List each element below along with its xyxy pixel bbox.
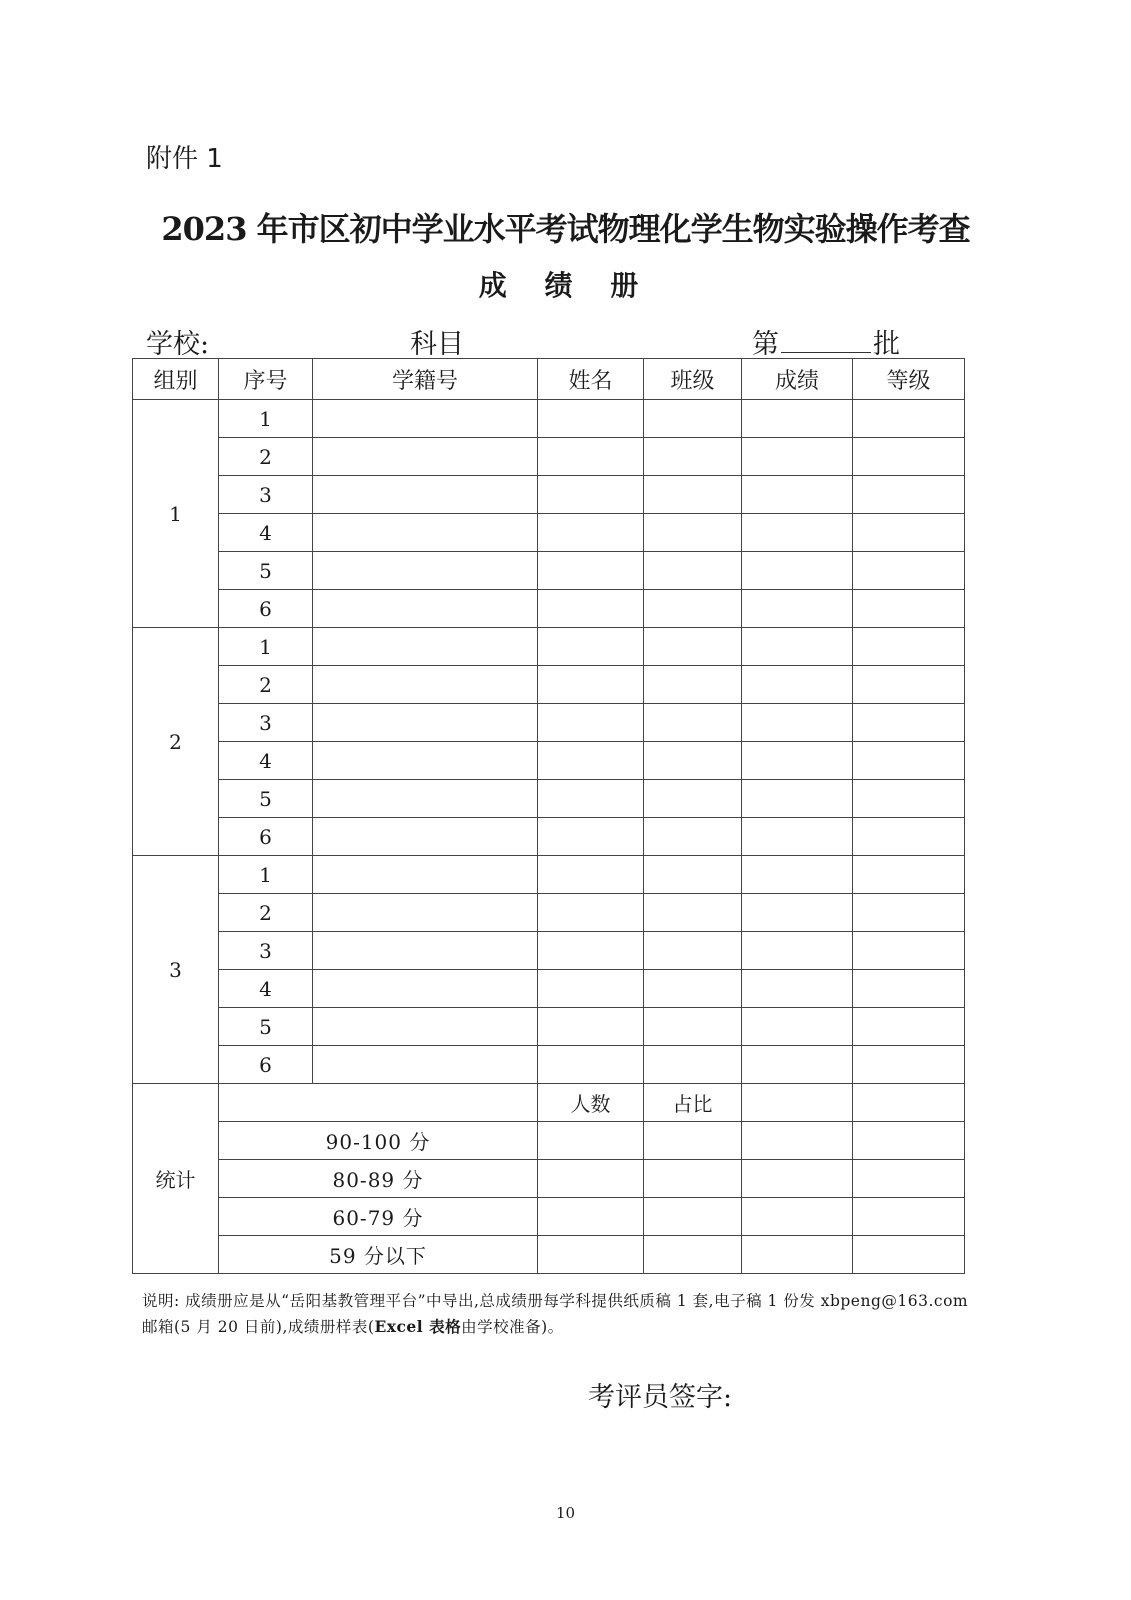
- name-cell[interactable]: [538, 628, 644, 666]
- stats-count-cell[interactable]: [538, 1236, 644, 1274]
- stats-cell: [853, 1236, 965, 1274]
- seq-cell: 1: [219, 628, 313, 666]
- table-row: [133, 742, 965, 780]
- page-number: 10: [555, 1504, 576, 1522]
- seq-cell: 6: [219, 818, 313, 856]
- score-cell[interactable]: [742, 742, 853, 780]
- stats-row: [133, 1236, 965, 1274]
- seq-cell: 4: [219, 514, 313, 552]
- class-cell[interactable]: [644, 894, 742, 932]
- name-cell[interactable]: [538, 438, 644, 476]
- class-cell[interactable]: [644, 970, 742, 1008]
- name-cell[interactable]: [538, 1046, 644, 1084]
- score-cell[interactable]: [742, 704, 853, 742]
- table-header-row: [133, 359, 965, 400]
- class-cell[interactable]: [644, 1008, 742, 1046]
- table-row: [133, 666, 965, 704]
- student-id-cell[interactable]: [313, 666, 538, 704]
- batch-prefix: 第: [752, 329, 779, 360]
- stats-count-cell[interactable]: [538, 1122, 644, 1160]
- table-row: [133, 552, 965, 590]
- class-cell[interactable]: [644, 742, 742, 780]
- score-cell[interactable]: [742, 628, 853, 666]
- level-cell[interactable]: [853, 552, 965, 590]
- name-cell[interactable]: [538, 1008, 644, 1046]
- name-cell[interactable]: [538, 894, 644, 932]
- seq-cell: 3: [219, 704, 313, 742]
- stats-range-label: 60-79 分: [219, 1198, 538, 1236]
- column-header-score: 成绩: [742, 359, 853, 400]
- level-cell[interactable]: [853, 704, 965, 742]
- seq-cell: 2: [219, 894, 313, 932]
- column-header-level: 等级: [853, 359, 965, 400]
- class-cell[interactable]: [644, 666, 742, 704]
- column-header-name: 姓名: [538, 359, 644, 400]
- stats-section: [133, 1084, 965, 1274]
- examiner-signature-label: 考评员签字:: [588, 1382, 733, 1413]
- class-cell[interactable]: [644, 1046, 742, 1084]
- note-text-2: 由学校准备)。: [461, 1318, 564, 1336]
- class-cell[interactable]: [644, 704, 742, 742]
- score-cell[interactable]: [742, 590, 853, 628]
- name-cell[interactable]: [538, 552, 644, 590]
- level-cell[interactable]: [853, 856, 965, 894]
- name-cell[interactable]: [538, 932, 644, 970]
- table-row: [133, 438, 965, 476]
- name-cell[interactable]: [538, 818, 644, 856]
- name-cell[interactable]: [538, 704, 644, 742]
- class-cell[interactable]: [644, 590, 742, 628]
- student-id-cell[interactable]: [313, 590, 538, 628]
- seq-cell: 2: [219, 666, 313, 704]
- level-cell[interactable]: [853, 666, 965, 704]
- level-cell[interactable]: [853, 476, 965, 514]
- batch-suffix: 批: [873, 329, 900, 360]
- level-cell[interactable]: [853, 818, 965, 856]
- stats-cell: [742, 1160, 853, 1198]
- score-cell[interactable]: [742, 894, 853, 932]
- level-cell[interactable]: [853, 1046, 965, 1084]
- stats-ratio-cell[interactable]: [644, 1236, 742, 1274]
- table-row: [133, 704, 965, 742]
- score-cell[interactable]: [742, 818, 853, 856]
- stats-cell: [853, 1160, 965, 1198]
- stats-cell: [853, 1198, 965, 1236]
- name-cell[interactable]: [538, 590, 644, 628]
- table-row: [133, 780, 965, 818]
- name-cell[interactable]: [538, 400, 644, 438]
- stats-row: [133, 1122, 965, 1160]
- score-cell[interactable]: [742, 932, 853, 970]
- group-label-cell: 1: [133, 400, 219, 628]
- student-id-cell[interactable]: [313, 742, 538, 780]
- table-row: [133, 818, 965, 856]
- level-cell[interactable]: [853, 742, 965, 780]
- table-row: [133, 856, 965, 894]
- table-row: [133, 628, 965, 666]
- seq-cell: 5: [219, 552, 313, 590]
- attachment-label: 附件 1: [146, 144, 223, 174]
- level-cell[interactable]: [853, 780, 965, 818]
- table-row: [133, 400, 965, 438]
- score-cell[interactable]: [742, 666, 853, 704]
- class-cell[interactable]: [644, 438, 742, 476]
- table-row: [133, 1046, 965, 1084]
- table-row: [133, 476, 965, 514]
- document-subtitle: 成 绩 册: [478, 269, 653, 302]
- name-cell[interactable]: [538, 856, 644, 894]
- student-id-cell[interactable]: [313, 704, 538, 742]
- level-cell[interactable]: [853, 894, 965, 932]
- stats-range-header: [219, 1084, 538, 1122]
- subject-field-label: 科目: [410, 329, 464, 360]
- score-cell[interactable]: [742, 400, 853, 438]
- table-row: [133, 1008, 965, 1046]
- student-id-cell[interactable]: [313, 1046, 538, 1084]
- table-row: [133, 894, 965, 932]
- name-cell[interactable]: [538, 970, 644, 1008]
- seq-cell: 1: [219, 400, 313, 438]
- score-cell[interactable]: [742, 438, 853, 476]
- score-cell[interactable]: [742, 1046, 853, 1084]
- level-cell[interactable]: [853, 438, 965, 476]
- group-rows: [133, 400, 965, 1084]
- name-cell[interactable]: [538, 666, 644, 704]
- stats-ratio-header: 占比: [644, 1084, 742, 1122]
- stats-cell: [742, 1122, 853, 1160]
- name-cell[interactable]: [538, 514, 644, 552]
- stats-row: [133, 1160, 965, 1198]
- seq-cell: 5: [219, 1008, 313, 1046]
- group-label-cell: 2: [133, 628, 219, 856]
- seq-cell: 6: [219, 1046, 313, 1084]
- table-row: [133, 970, 965, 1008]
- student-id-cell[interactable]: [313, 514, 538, 552]
- stats-count-cell[interactable]: [538, 1198, 644, 1236]
- stats-cell: [742, 1084, 853, 1122]
- table-row: [133, 590, 965, 628]
- grade-table: [132, 358, 965, 1274]
- score-cell[interactable]: [742, 1008, 853, 1046]
- column-header-class: 班级: [644, 359, 742, 400]
- level-cell[interactable]: [853, 1008, 965, 1046]
- seq-cell: 2: [219, 438, 313, 476]
- seq-cell: 4: [219, 742, 313, 780]
- batch-blank-line: [781, 330, 871, 353]
- score-cell[interactable]: [742, 514, 853, 552]
- class-cell[interactable]: [644, 818, 742, 856]
- group-label-cell: 3: [133, 856, 219, 1084]
- note-text-1: 说明: 成绩册应是从“岳阳基教管理平台”中导出,总成绩册每学科提供纸质稿 1 套,电子稿 1 份发 xbpeng@163.com 邮箱(5 月 20 日前),成绩册样表(: [142, 1292, 969, 1336]
- score-cell[interactable]: [742, 780, 853, 818]
- student-id-cell[interactable]: [313, 932, 538, 970]
- class-cell[interactable]: [644, 400, 742, 438]
- note-text-bold: Excel 表格: [374, 1317, 462, 1336]
- stats-cell: [742, 1198, 853, 1236]
- stats-ratio-cell[interactable]: [644, 1160, 742, 1198]
- student-id-cell[interactable]: [313, 856, 538, 894]
- class-cell[interactable]: [644, 514, 742, 552]
- student-id-cell[interactable]: [313, 438, 538, 476]
- table-row: [133, 514, 965, 552]
- seq-cell: 4: [219, 970, 313, 1008]
- seq-cell: 6: [219, 590, 313, 628]
- stats-ratio-cell[interactable]: [644, 1122, 742, 1160]
- student-id-cell[interactable]: [313, 400, 538, 438]
- stats-label: 统计: [133, 1084, 219, 1274]
- stats-count-cell[interactable]: [538, 1160, 644, 1198]
- student-id-cell[interactable]: [313, 1008, 538, 1046]
- student-id-cell[interactable]: [313, 970, 538, 1008]
- table-row: [133, 932, 965, 970]
- student-id-cell[interactable]: [313, 552, 538, 590]
- batch-field: [752, 322, 900, 361]
- score-cell[interactable]: [742, 856, 853, 894]
- document-title: 2023 年市区初中学业水平考试物理化学生物实验操作考查: [161, 210, 970, 248]
- name-cell[interactable]: [538, 742, 644, 780]
- class-cell[interactable]: [644, 780, 742, 818]
- student-id-cell[interactable]: [313, 894, 538, 932]
- stats-range-label: 90-100 分: [219, 1122, 538, 1160]
- seq-cell: 1: [219, 856, 313, 894]
- score-cell[interactable]: [742, 552, 853, 590]
- student-id-cell[interactable]: [313, 628, 538, 666]
- column-header-seq: 序号: [219, 359, 313, 400]
- stats-cell: [853, 1122, 965, 1160]
- score-cell[interactable]: [742, 970, 853, 1008]
- student-id-cell[interactable]: [313, 476, 538, 514]
- class-cell[interactable]: [644, 476, 742, 514]
- name-cell[interactable]: [538, 780, 644, 818]
- stats-ratio-cell[interactable]: [644, 1198, 742, 1236]
- stats-range-label: 59 分以下: [219, 1236, 538, 1274]
- level-cell[interactable]: [853, 628, 965, 666]
- level-cell[interactable]: [853, 970, 965, 1008]
- seq-cell: 3: [219, 932, 313, 970]
- stats-cell: [742, 1236, 853, 1274]
- class-cell[interactable]: [644, 932, 742, 970]
- score-cell[interactable]: [742, 476, 853, 514]
- class-cell[interactable]: [644, 552, 742, 590]
- name-cell[interactable]: [538, 476, 644, 514]
- level-cell[interactable]: [853, 400, 965, 438]
- column-header-group: 组别: [133, 359, 219, 400]
- stats-range-label: 80-89 分: [219, 1160, 538, 1198]
- student-id-cell[interactable]: [313, 818, 538, 856]
- level-cell[interactable]: [853, 590, 965, 628]
- stats-header-row: [133, 1084, 965, 1122]
- level-cell[interactable]: [853, 932, 965, 970]
- level-cell[interactable]: [853, 514, 965, 552]
- seq-cell: 3: [219, 476, 313, 514]
- class-cell[interactable]: [644, 856, 742, 894]
- seq-cell: 5: [219, 780, 313, 818]
- stats-count-header: 人数: [538, 1084, 644, 1122]
- explanation-note: [142, 1289, 972, 1340]
- stats-row: [133, 1198, 965, 1236]
- column-header-student-id: 学籍号: [313, 359, 538, 400]
- student-id-cell[interactable]: [313, 780, 538, 818]
- school-field-label: 学校:: [146, 329, 210, 360]
- class-cell[interactable]: [644, 628, 742, 666]
- stats-cell: [853, 1084, 965, 1122]
